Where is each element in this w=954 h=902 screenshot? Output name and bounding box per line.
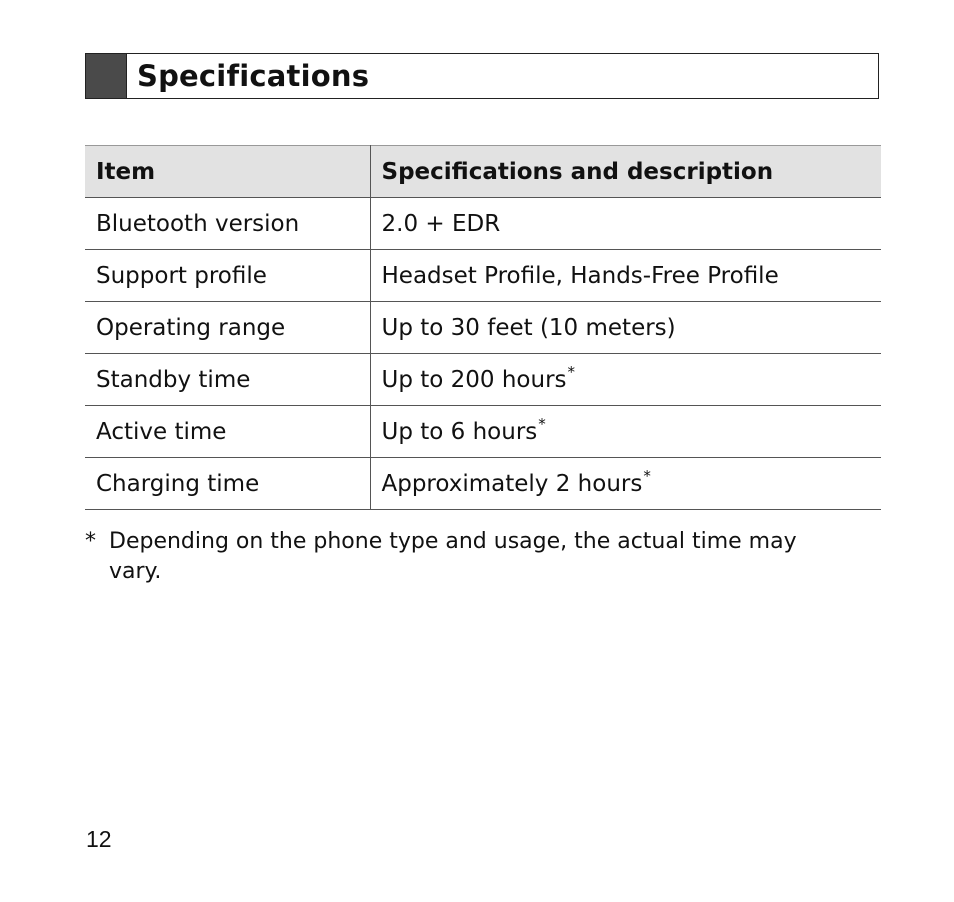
- table-row: [85, 354, 881, 406]
- spec-cell: [370, 302, 881, 354]
- section-title-bar: [85, 53, 879, 99]
- footnote-line-1: [85, 527, 885, 557]
- footnote-marker: *: [643, 466, 651, 485]
- spec-cell: [370, 354, 881, 406]
- spec-cell: [370, 458, 881, 510]
- title-marker-block: [86, 54, 127, 98]
- item-cell: Support profile: [85, 250, 370, 302]
- page-title: Specifications: [137, 59, 370, 93]
- spec-text: Up to 200 hours: [381, 366, 567, 393]
- column-header-item: Item: [85, 146, 370, 198]
- spec-text: Headset Profile, Hands-Free Profile: [381, 262, 779, 289]
- column-header-spec: Specifications and description: [370, 146, 881, 198]
- table-row: [85, 250, 881, 302]
- table-header-row: [85, 146, 881, 198]
- footnote-mark: *: [85, 529, 96, 554]
- item-cell: Operating range: [85, 302, 370, 354]
- table-row: [85, 198, 881, 250]
- spec-cell: [370, 406, 881, 458]
- spec-text: Up to 6 hours: [381, 418, 538, 445]
- table-row: [85, 302, 881, 354]
- table-row: [85, 406, 881, 458]
- item-cell: Standby time: [85, 354, 370, 406]
- item-cell: Charging time: [85, 458, 370, 510]
- spec-text: 2.0 + EDR: [381, 210, 501, 237]
- table-row: [85, 458, 881, 510]
- specifications-table: [85, 145, 881, 510]
- spec-text: Approximately 2 hours: [381, 470, 643, 497]
- footnote-marker: *: [567, 362, 576, 381]
- item-cell: Active time: [85, 406, 370, 458]
- item-cell: Bluetooth version: [85, 198, 370, 250]
- spec-cell: [370, 250, 881, 302]
- page-number: 12: [86, 826, 112, 852]
- spec-text: Up to 30 feet (10 meters): [381, 314, 676, 341]
- footnote-marker: *: [538, 414, 546, 433]
- footnote-text-1: Depending on the phone type and usage, the actual time may: [109, 529, 797, 554]
- footnote: [85, 527, 885, 587]
- footnote-text-2: vary.: [109, 559, 162, 584]
- spec-cell: [370, 198, 881, 250]
